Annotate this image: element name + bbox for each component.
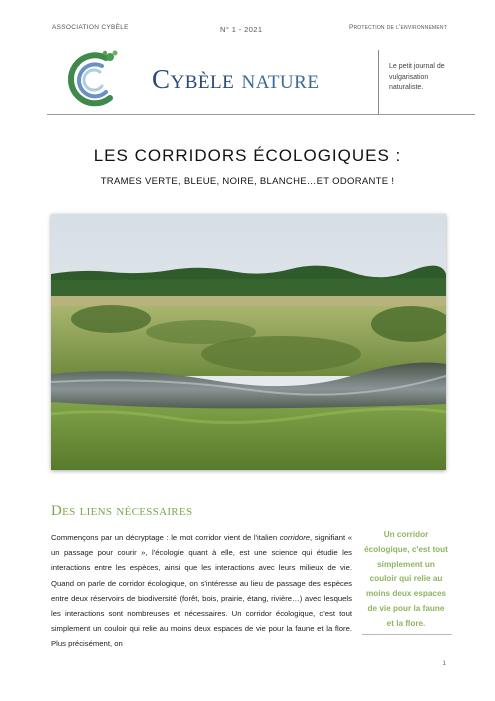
masthead-name-part1: Cybèle <box>152 64 235 94</box>
masthead-tagline: Le petit journal de vulgarisation naturaliste. <box>389 63 445 91</box>
section-heading: Des liens nécessaires <box>51 503 193 519</box>
page-number: 1 <box>442 660 446 667</box>
landscape-photo <box>51 214 446 470</box>
association-label: ASSOCIATION CYBÈLE <box>52 24 129 31</box>
body-italic-word: corridore <box>279 533 311 542</box>
body-text-start: Commençons par un décryptage : le mot corridor vient de l'italien <box>51 533 280 542</box>
issue-number: N° 1 - 2021 <box>220 25 263 34</box>
pull-quote: Un corridor écologique, c'est tout simplement un couloir qui relie au moins deux espaces de vie pour la faune et la flore. <box>364 530 448 628</box>
article-subtitle: TRAMES VERTE, BLEUE, NOIRE, BLANCHE…ET ODORANTE ! <box>100 176 395 187</box>
article-body <box>51 530 352 652</box>
body-text-rest: , signifiant « un passage pour courir », l'écologie quant à elle, est une science qui étudie les interactions entre les espèces, ainsi que les interactions avec leurs milieux de vie. Quand on parle de corridor écologique, on s'intéresse au lieu de passage des espèces entre deux réservoirs de biodiversité (forêt, bois, prairie, étang, rivière…) avec lesquels les interactions sont nombreuses et nécessaires. Un corridor écologique, c'est tout simplement un couloir qui relie au moins deux espaces de vie pour la faune et la flore. Plus précisément, on <box>51 533 352 649</box>
header-rule <box>47 114 475 115</box>
section-label: Protection de l'environnement <box>348 24 447 31</box>
masthead-name-part2: nature <box>234 64 320 94</box>
masthead-title <box>152 64 319 95</box>
cybele-logo <box>66 48 122 110</box>
masthead-divider <box>378 50 379 114</box>
pull-quote-rule <box>362 634 452 635</box>
article-title: LES CORRIDORS ÉCOLOGIQUES : <box>93 146 402 165</box>
